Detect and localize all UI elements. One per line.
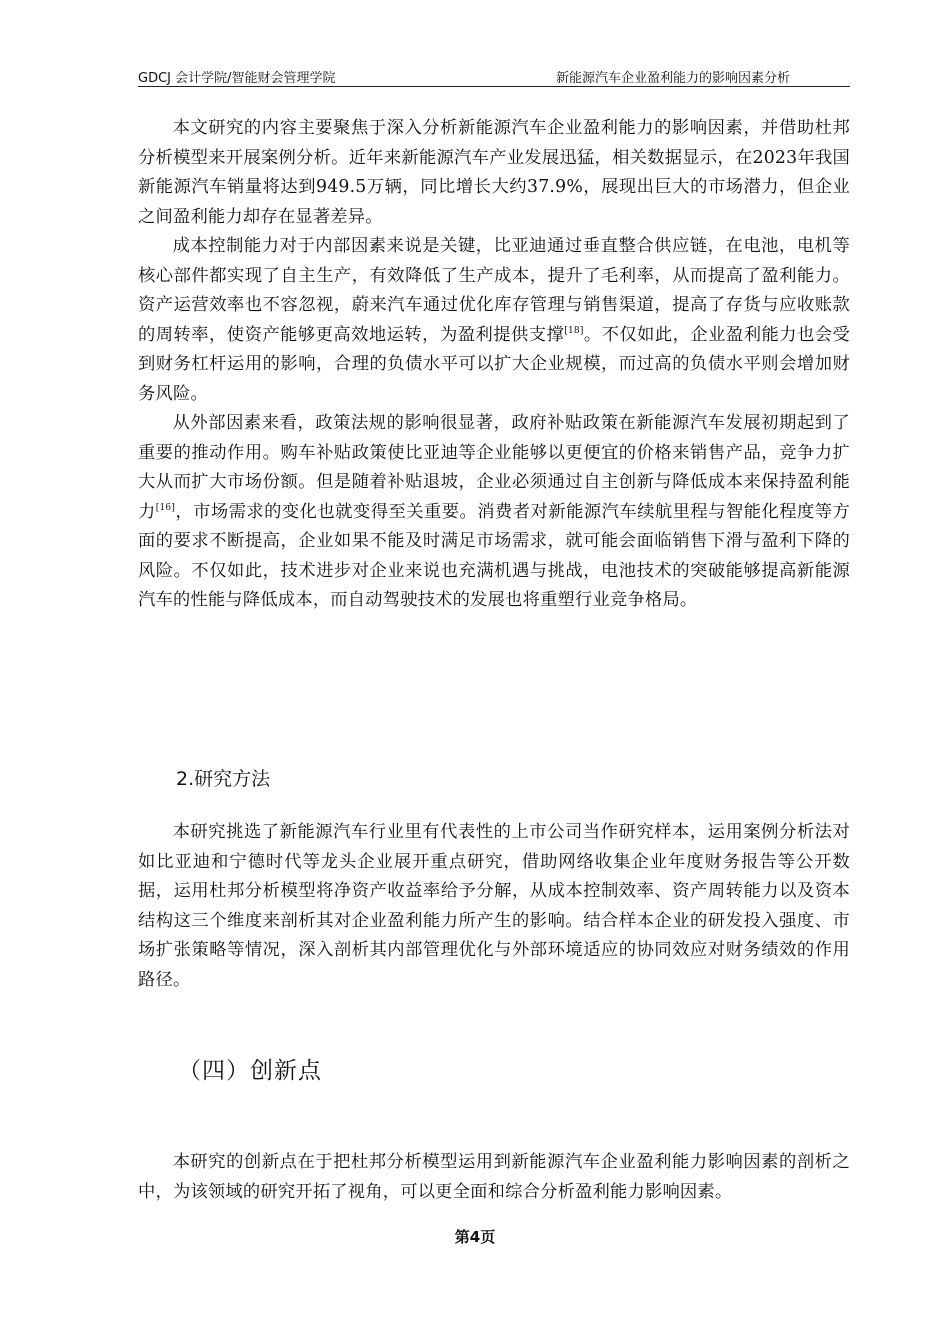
citation-ref-16: [16] [155, 502, 176, 513]
method-section [138, 818, 850, 995]
header-institution: GDCJ 会计学院/智能财会管理学院 [138, 71, 336, 86]
intro-paragraph-1: 本文研究的内容主要聚焦于深入分析新能源汽车企业盈利能力的影响因素，并借助杜邦分析模型来开展案例分析。近年来新能源汽车产业发展迅猛，相关数据显示，在2023年我国新能源汽车销量将达到949.5万辆，同比增长大约37.9%，展现出巨大的市场潜力，但企业之间盈利能力却存在显著差异。 [138, 118, 850, 227]
intro-section [138, 114, 850, 616]
intro-paragraph-3 [138, 409, 850, 616]
method-paragraph: 本研究挑选了新能源汽车行业里有代表性的上市公司当作研究样本，运用案例分析法对如比亚迪和宁德时代等龙头企业展开重点研究，借助网络收集企业年度财务报告等公开数据，运用杜邦分析模型将净资产收益率给予分解，从成本控制效率、资产周转能力以及资本结构这三个维度来剖析其对企业盈利能力所产生的影响。结合样本企业的研发投入强度、市场扩张策略等情况，深入剖析其内部管理优化与外部环境适应的协同效应对财务绩效的作用路径。 [138, 822, 850, 990]
section-heading-innovation: （四）创新点 [178, 1058, 322, 1084]
header-thesis-title: 新能源汽车企业盈利能力的影响因素分析 [555, 71, 790, 86]
paragraph-text: 成本控制能力对于内部因素来说是关键，比亚迪通过垂直整合供应链，在电池，电机等核心部件都实现了自主生产，有效降低了生产成本，提升了毛利率，从而提高了盈利能力。资产运营效率也不容忽视，蔚来汽车通过优化库存管理与销售渠道，提高了存货与应收账款的周转率，使资产能够更高效地运转，为盈利提供支撑 [138, 236, 850, 345]
innovation-paragraph: 本研究的创新点在于把杜邦分析模型运用到新能源汽车企业盈利能力影响因素的剖析之中，为该领域的研究开拓了视角，可以更全面和综合分析盈利能力影响因素。 [138, 1152, 850, 1202]
paragraph-text: ，市场需求的变化也就变得至关重要。消费者对新能源汽车续航里程与智能化程度等方面的要求不断提高，企业如果不能及时满足市场需求，就可能会面临销售下滑与盈利下降的风险。不仅如此，技术进步对企业来说也充满机遇与挑战，电池技术的突破能够提高新能源汽车的性能与降低成本，而自动驾驶技术的发展也将重塑行业竞争格局。 [138, 501, 850, 610]
page-number: 第4页 [454, 1228, 496, 1246]
section-heading-method: 2.研究方法 [176, 768, 271, 790]
citation-ref-18: [18] [564, 325, 584, 336]
paragraph-text: 。不仅如此，企业盈利能力也会受到财务杠杆运用的影响，合理的负债水平可以扩大企业规模，而过高的负债水平则会增加财务风险。 [138, 324, 850, 404]
page-header [138, 66, 850, 87]
innovation-section [138, 1148, 850, 1207]
paragraph-text: 从外部因素来看，政策法规的影响很显著，政府补贴政策在新能源汽车发展初期起到了重要的推动作用。购车补贴政策使比亚迪等企业能够以更便宜的价格来销售产品，竞争力扩大从而扩大市场份额。但是随着补贴退坡，企业必须通过自主创新与降低成本来保持盈利能力 [138, 413, 850, 522]
intro-paragraph-2 [138, 232, 850, 409]
